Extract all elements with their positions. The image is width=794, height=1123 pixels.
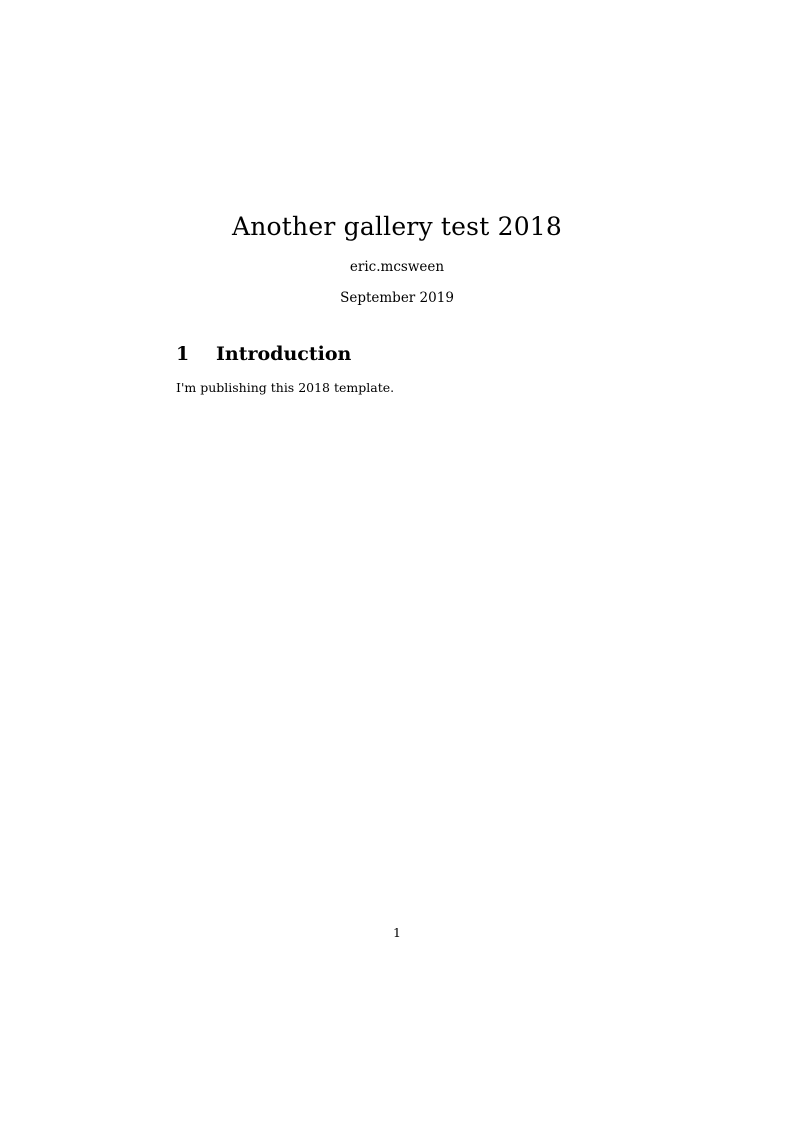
section-title: Introduction <box>216 343 352 365</box>
page-title: Another gallery test 2018 <box>231 212 563 241</box>
section-heading-introduction <box>176 343 351 365</box>
document-author: eric.mcsween <box>349 259 445 275</box>
section-number: 1 <box>176 343 190 365</box>
page-number: 1 <box>393 925 401 940</box>
section-paragraph: I'm publishing this 2018 template. <box>176 380 395 395</box>
document-date: September 2019 <box>340 290 454 306</box>
